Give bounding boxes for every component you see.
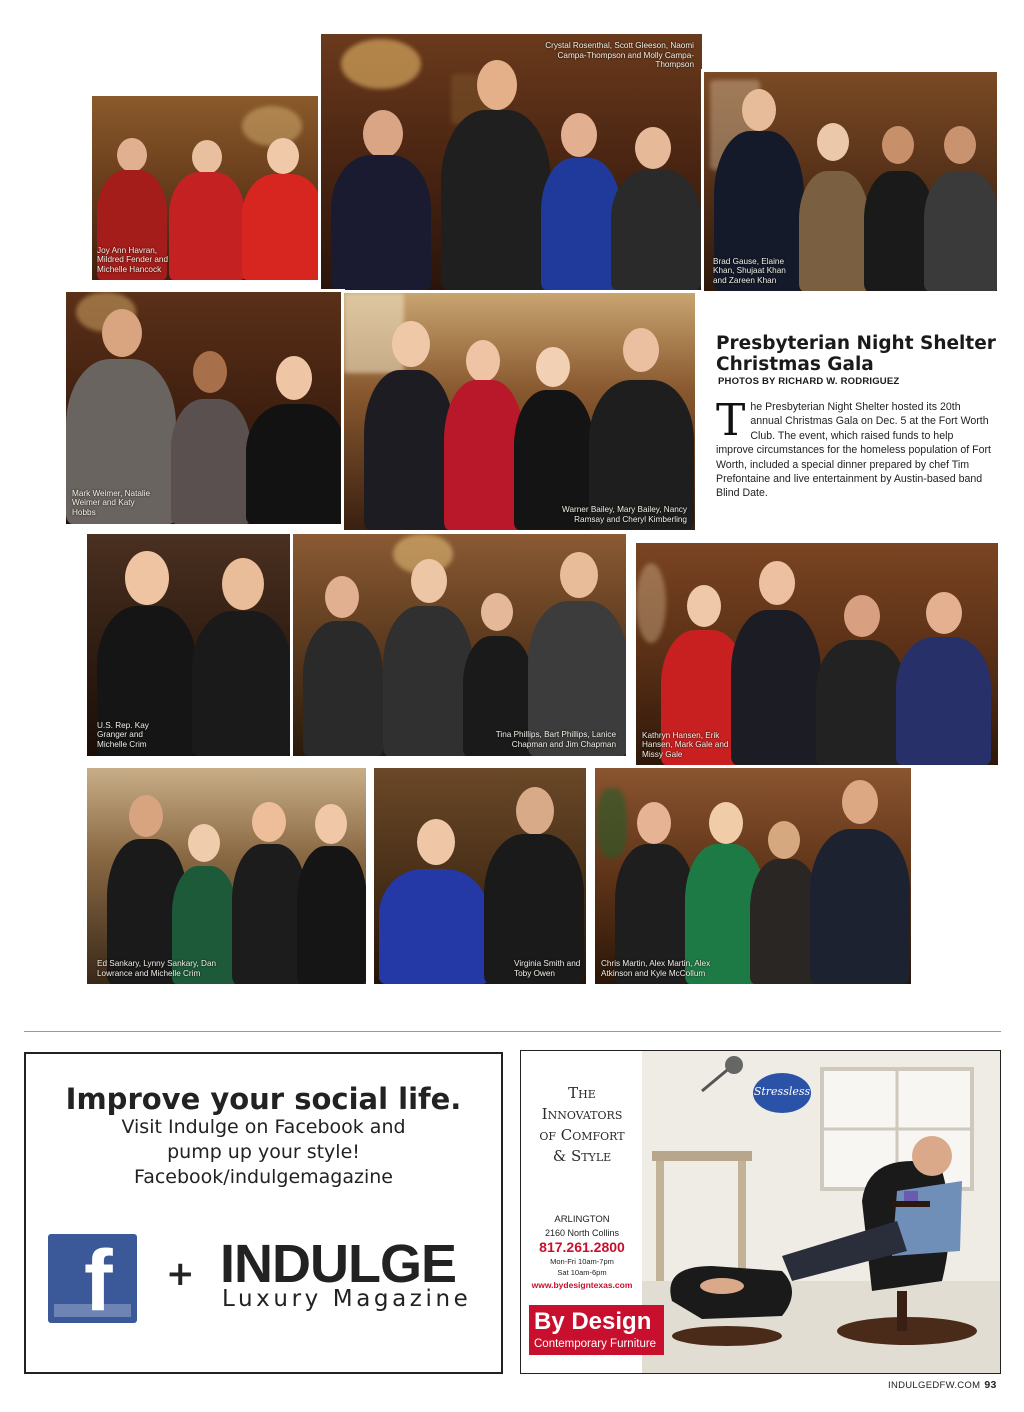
page-number: 93 bbox=[984, 1379, 997, 1391]
store-city: ARLINGTON bbox=[554, 1214, 610, 1225]
ad-line-3: Facebook/indulgemagazine bbox=[134, 1166, 393, 1188]
page-folio bbox=[888, 1379, 997, 1391]
article-text: he Presbyterian Night Shelter hosted its 20th annual Christmas Gala on Dec. 5 at the Fort Worth Club. The event, which raised funds to help improve circumstances for the homeless population of Fort Worth, included a special dinner prepared by chef Tim Prefontaine and live entertainment by Austin-based band Blind Date. bbox=[716, 401, 991, 500]
photo-martin-atkinson-mccollum bbox=[592, 765, 914, 987]
by-design-logo-subtext: Contemporary Furniture bbox=[534, 1338, 657, 1350]
by-design-furniture-ad[interactable] bbox=[520, 1050, 1001, 1374]
photo-caption: Kathryn Hansen, Erik Hansen, Mark Gale and Missy Gale bbox=[642, 730, 729, 759]
photo-granger-crim bbox=[84, 531, 294, 759]
photo-caption: Virginia Smith and Toby Owen bbox=[514, 959, 581, 978]
photo-caption: Mark Weimer, Natalie Weimer and Katy Hobbs bbox=[72, 488, 151, 517]
article-title: Presbyterian Night Shelter Christmas Gala bbox=[716, 333, 996, 375]
drop-cap: T bbox=[716, 395, 746, 446]
photo-bailey-ramsay-kimberling bbox=[341, 290, 698, 533]
store-hours-saturday: Sat 10am-6pm bbox=[557, 1268, 607, 1277]
stressless-badge: Stressless bbox=[753, 1073, 811, 1113]
photo-weimer-hobbs bbox=[63, 289, 345, 527]
photo-rosenthal-gleeson-campa-thompson bbox=[318, 31, 705, 293]
photo-caption: Chris Martin, Alex Martin, Alex Atkinson and Kyle McCollum bbox=[601, 959, 711, 978]
recliner-illustration bbox=[642, 1051, 1000, 1373]
by-design-logo-text: By Design bbox=[534, 1308, 652, 1335]
indulge-tagline: Luxury Magazine bbox=[222, 1286, 472, 1312]
ad-line-2: pump up your style! bbox=[167, 1141, 360, 1163]
store-phone[interactable]: 817.261.2800 bbox=[539, 1239, 625, 1255]
photo-phillips-chapman bbox=[290, 531, 629, 759]
ad-slogan: The Innovators of Comfort & Style bbox=[539, 1084, 625, 1165]
by-design-logo[interactable] bbox=[529, 1305, 664, 1355]
photo-caption: Ed Sankary, Lynny Sankary, Dan Lowrance and Michelle Crim bbox=[97, 959, 217, 978]
article-body bbox=[716, 395, 992, 501]
ad-line-1: Visit Indulge on Facebook and bbox=[121, 1116, 406, 1138]
store-website[interactable]: www.bydesigntexas.com bbox=[531, 1280, 633, 1290]
photo-havran-fender-hancock bbox=[89, 93, 322, 283]
photo-gause-khan bbox=[701, 69, 1000, 294]
photo-sankary-lowrance-crim bbox=[84, 765, 369, 987]
indulge-logo: INDULGE bbox=[220, 1234, 456, 1294]
photo-credit: PHOTOS BY RICHARD W. RODRIGUEZ bbox=[718, 376, 900, 387]
store-hours-weekday: Mon-Fri 10am-7pm bbox=[550, 1257, 614, 1266]
folio-site[interactable]: INDULGEDFW.COM bbox=[888, 1380, 981, 1391]
photo-smith-owen bbox=[371, 765, 589, 987]
photo-caption: Brad Gause, Elaine Khan, Shujaat Khan and Zareen Khan bbox=[713, 256, 786, 285]
photo-caption: Crystal Rosenthal, Scott Gleeson, Naomi Campa-Thompson and Molly Campa-Thompson bbox=[545, 41, 694, 69]
photo-caption: U.S. Rep. Kay Granger and Michelle Crim bbox=[97, 720, 149, 749]
photo-hansen-gale bbox=[633, 540, 1001, 768]
photo-caption: Joy Ann Havran, Mildred Fender and Michelle Hancock bbox=[97, 245, 168, 274]
indulge-facebook-ad[interactable] bbox=[24, 1052, 503, 1374]
ad-headline: Improve your social life. bbox=[65, 1082, 462, 1116]
plus-sign: + bbox=[166, 1254, 195, 1294]
photo-caption: Warner Bailey, Mary Bailey, Nancy Ramsay and Cheryl Kimberling bbox=[562, 505, 687, 524]
facebook-icon: f bbox=[48, 1234, 137, 1323]
recliner-photo bbox=[642, 1051, 1000, 1373]
photo-caption: Tina Phillips, Bart Phillips, Lanice Chapman and Jim Chapman bbox=[495, 730, 616, 749]
store-address: 2160 North Collins bbox=[544, 1228, 620, 1238]
section-divider bbox=[24, 1031, 1001, 1032]
